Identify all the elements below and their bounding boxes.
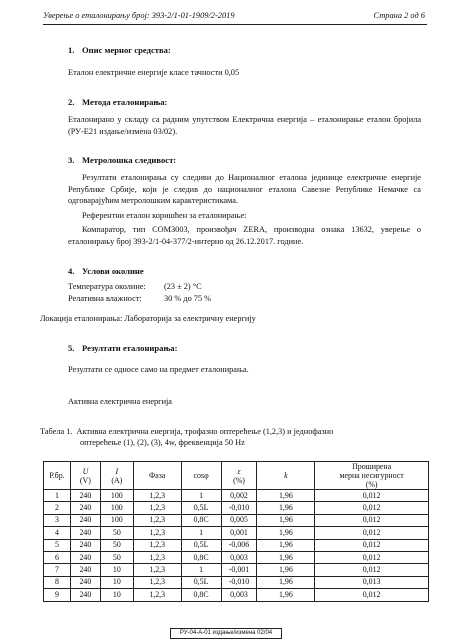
- header-uncertainty: Проширена мерна несигурност (%): [315, 462, 429, 490]
- calibration-location: Локација еталонирања: Лабораторија за електричну енергију: [40, 314, 256, 323]
- cell-row-number: 7: [44, 564, 71, 576]
- cell-power-factor: 0,8C: [181, 589, 221, 601]
- cell-voltage: 240: [70, 490, 100, 502]
- section-3-traceability-text: Резултати еталонирања су следиви до Националног еталона јединице електричне енергије Републике Србије, који је следив до националног еталона Савезне Републике Немачке са одговарајућим метролошким карактеристикама.: [68, 173, 421, 206]
- cell-voltage: 240: [70, 502, 100, 514]
- cell-row-number: 3: [44, 514, 71, 526]
- section-2-title: Метода еталонирања:: [82, 97, 168, 107]
- cell-power-factor: 0,5L: [181, 502, 221, 514]
- cell-uncertainty: 0,012: [315, 589, 429, 601]
- cell-phase: 1,2,3: [133, 490, 181, 502]
- ambient-temperature-label: Температура околине:: [68, 282, 146, 291]
- table-row: [44, 589, 429, 601]
- header-current: I (A): [100, 462, 133, 490]
- cell-voltage: 240: [70, 539, 100, 551]
- section-5-number: 5.: [68, 343, 75, 353]
- header-coverage-factor: k: [257, 462, 315, 490]
- cell-uncertainty: 0,012: [315, 502, 429, 514]
- relative-humidity-row: [68, 294, 211, 303]
- cell-error: 0,001: [221, 527, 257, 539]
- section-5-text: Резултати се односе само на предмет еталонирања.: [68, 365, 249, 374]
- cell-power-factor: 0,5L: [181, 576, 221, 588]
- active-energy-subheading: Активна електрична енергија: [68, 397, 172, 406]
- cell-coverage-factor: 1,96: [257, 589, 315, 601]
- cell-power-factor: 0,5L: [181, 539, 221, 551]
- header-certificate-number: Уверење о еталонирању број: 393-2/1-01-1909/2-2019: [43, 11, 235, 20]
- section-2-number: 2.: [68, 97, 75, 107]
- cell-voltage: 240: [70, 589, 100, 601]
- cell-current: 100: [100, 502, 133, 514]
- section-2-text: Еталонирано у складу са радним упутством Електрична енергија – еталонирање еталон бројила (РУ-Е21 издање/измена 03/02).: [68, 115, 421, 136]
- cell-uncertainty: 0,012: [315, 527, 429, 539]
- table-body: [44, 490, 429, 602]
- cell-uncertainty: 0,012: [315, 490, 429, 502]
- section-3-reference-text: Компаратор, тип COM3003, произвођач ZERA, производна ознака 13632, уверење о еталонирању број 393-2/1-04-377/2-интерно од 26.12.2017. године.: [68, 225, 421, 246]
- ambient-temperature-row: [68, 282, 202, 291]
- table-row: [44, 502, 429, 514]
- section-4-title: Услови околине: [82, 266, 144, 276]
- cell-phase: 1,2,3: [133, 514, 181, 526]
- cell-coverage-factor: 1,96: [257, 514, 315, 526]
- cell-phase: 1,2,3: [133, 527, 181, 539]
- cell-row-number: 8: [44, 576, 71, 588]
- section-3-number: 3.: [68, 155, 75, 165]
- cell-row-number: 2: [44, 502, 71, 514]
- table-row: [44, 576, 429, 588]
- section-1-text: Еталон електричне енергије класе тачности 0,05: [68, 68, 240, 77]
- cell-coverage-factor: 1,96: [257, 527, 315, 539]
- cell-phase: 1,2,3: [133, 502, 181, 514]
- cell-power-factor: 1: [181, 490, 221, 502]
- table-row: [44, 527, 429, 539]
- relative-humidity-value: 30 % до 75 %: [164, 294, 212, 303]
- header-row-number: Р.бр.: [44, 462, 71, 490]
- cell-uncertainty: 0,012: [315, 564, 429, 576]
- table-caption: [40, 426, 423, 449]
- cell-coverage-factor: 1,96: [257, 490, 315, 502]
- header-divider: [43, 24, 427, 25]
- cell-row-number: 6: [44, 551, 71, 563]
- cell-row-number: 9: [44, 589, 71, 601]
- cell-voltage: 240: [70, 564, 100, 576]
- cell-current: 50: [100, 551, 133, 563]
- cell-voltage: 240: [70, 527, 100, 539]
- cell-error: -0,006: [221, 539, 257, 551]
- section-3-reference-label: Референтни еталон коришћен за еталонирање:: [82, 211, 247, 220]
- cell-phase: 1,2,3: [133, 589, 181, 601]
- table-row: [44, 490, 429, 502]
- cell-uncertainty: 0,012: [315, 539, 429, 551]
- cell-phase: 1,2,3: [133, 539, 181, 551]
- header-power-factor: cosφ: [181, 462, 221, 490]
- table-caption-line-1: Активна електрична енергија, трофазно оптерећење (1,2,3) и једнофазно: [76, 427, 334, 436]
- cell-current: 100: [100, 490, 133, 502]
- cell-power-factor: 0,8C: [181, 514, 221, 526]
- cell-coverage-factor: 1,96: [257, 564, 315, 576]
- cell-power-factor: 1: [181, 527, 221, 539]
- header-phase: Фаза: [133, 462, 181, 490]
- form-footer: РУ-04-А-01 издање/измена 02/04: [170, 628, 282, 639]
- cell-current: 10: [100, 576, 133, 588]
- cell-error: 0,003: [221, 551, 257, 563]
- cell-current: 100: [100, 514, 133, 526]
- cell-coverage-factor: 1,96: [257, 576, 315, 588]
- table-caption-line-2: оптерећење (1), (2), (3), 4w, фреквенција 50 Hz: [80, 438, 245, 448]
- cell-voltage: 240: [70, 551, 100, 563]
- cell-power-factor: 1: [181, 564, 221, 576]
- table-row: [44, 539, 429, 551]
- table-caption-number: Табела 1.: [40, 427, 73, 436]
- cell-phase: 1,2,3: [133, 576, 181, 588]
- cell-current: 10: [100, 589, 133, 601]
- cell-uncertainty: 0,012: [315, 551, 429, 563]
- cell-current: 10: [100, 564, 133, 576]
- header-voltage: U (V): [70, 462, 100, 490]
- cell-error: 0,003: [221, 589, 257, 601]
- cell-current: 50: [100, 527, 133, 539]
- relative-humidity-label: Релативна влажност:: [68, 294, 142, 303]
- table-header-row: [44, 462, 429, 490]
- section-5-title: Резултати еталонирања:: [82, 343, 178, 353]
- cell-coverage-factor: 1,96: [257, 551, 315, 563]
- header-error: ε (%): [221, 462, 257, 490]
- section-5-heading: [68, 343, 177, 353]
- cell-coverage-factor: 1,96: [257, 539, 315, 551]
- table-row: [44, 564, 429, 576]
- cell-error: 0,005: [221, 514, 257, 526]
- table-row: [44, 551, 429, 563]
- cell-phase: 1,2,3: [133, 564, 181, 576]
- cell-uncertainty: 0,012: [315, 514, 429, 526]
- cell-coverage-factor: 1,96: [257, 502, 315, 514]
- cell-error: -0,001: [221, 564, 257, 576]
- cell-row-number: 4: [44, 527, 71, 539]
- cell-error: 0,002: [221, 490, 257, 502]
- cell-voltage: 240: [70, 576, 100, 588]
- cell-power-factor: 0,8C: [181, 551, 221, 563]
- section-3-heading: [68, 155, 176, 165]
- header-page-number: Страна 2 од 6: [373, 11, 425, 20]
- cell-current: 50: [100, 539, 133, 551]
- table-row: [44, 514, 429, 526]
- section-3-title: Метролошка следивост:: [82, 155, 177, 165]
- section-1-heading: [68, 45, 171, 55]
- section-2-heading: [68, 97, 167, 107]
- cell-error: -0,010: [221, 502, 257, 514]
- section-1-title: Опис мерног средства:: [82, 45, 171, 55]
- cell-uncertainty: 0,013: [315, 576, 429, 588]
- cell-phase: 1,2,3: [133, 551, 181, 563]
- section-1-number: 1.: [68, 45, 75, 55]
- section-4-number: 4.: [68, 266, 75, 276]
- cell-error: -0,010: [221, 576, 257, 588]
- cell-voltage: 240: [70, 514, 100, 526]
- ambient-temperature-value: (23 ± 2) °C: [164, 282, 202, 291]
- cell-row-number: 5: [44, 539, 71, 551]
- calibration-results-table: [43, 461, 429, 602]
- cell-row-number: 1: [44, 490, 71, 502]
- section-4-heading: [68, 266, 144, 276]
